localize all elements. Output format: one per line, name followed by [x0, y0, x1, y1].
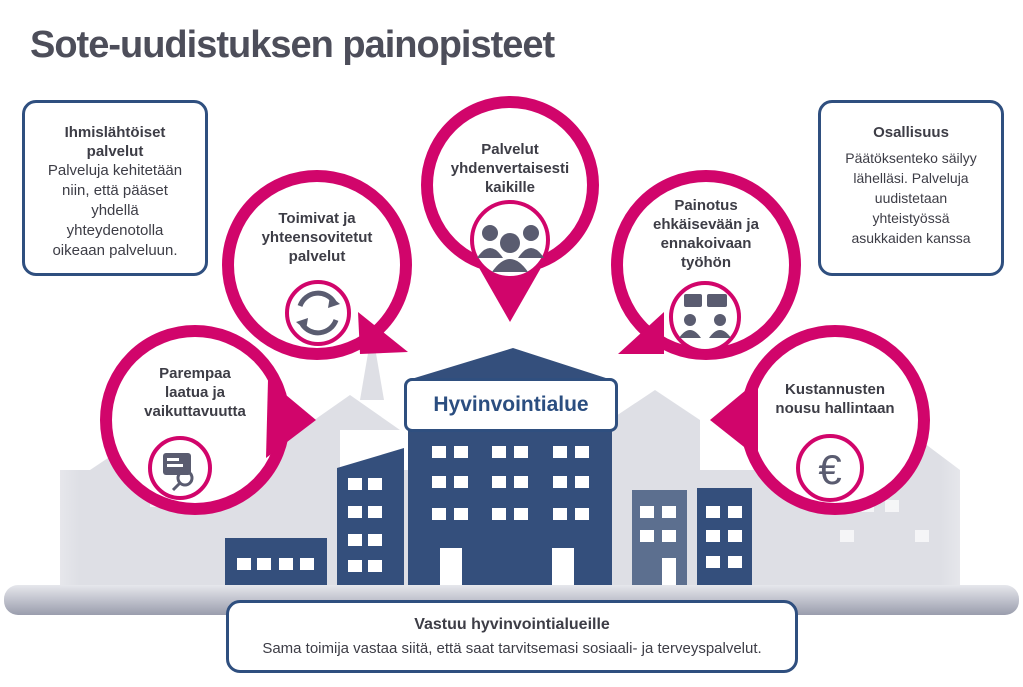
- bubble-quality-label: Parempaa laatua ja vaikuttavuutta: [144, 365, 246, 420]
- box-responsibility: [226, 600, 798, 673]
- box-people-centered-body: Palveluja kehitetään niin, että pääset yhdellä yhteydenotolla oikeaan palveluun.: [47, 162, 183, 259]
- main-building-roof: [408, 348, 612, 380]
- building-right-b: [697, 488, 752, 585]
- bubble-preventive-label: Painotus ehkäisevään ja ennakoivaan työhön: [653, 197, 759, 271]
- bubble-costs-label: Kustannusten nousu hallintaan: [775, 381, 895, 417]
- bubble-integrated-label: Toimivat ja yhteensovitetut palvelut: [261, 210, 373, 265]
- page-title: Sote-uudistuksen painopisteet: [30, 24, 555, 66]
- fade-right: [940, 420, 1023, 590]
- box-responsibility-title: Vastuu hyvinvointialueille: [414, 616, 610, 633]
- box-responsibility-body: Sama toimija vastaa siitä, että saat tarvitsemasi sosiaali- ja terveyspalvelut.: [262, 640, 762, 657]
- bubble-equal: [427, 102, 593, 322]
- box-participation-body: Päätöksenteko säilyy lähelläsi. Palveluja uudistetaan yhteistyössä asukkaiden kanssa: [845, 150, 977, 246]
- fade-left: [0, 420, 80, 590]
- box-participation: [818, 100, 1004, 276]
- box-people-centered: [22, 100, 208, 276]
- box-participation-title: Osallisuus: [873, 124, 949, 141]
- box-people-centered-title: Ihmislähtöiset palvelut: [64, 124, 166, 160]
- center-label: Hyvinvointialue: [404, 378, 618, 432]
- bubble-equal-label: Palvelut yhdenvertaisesti kaikille: [450, 141, 570, 196]
- euro-icon: €: [818, 446, 842, 493]
